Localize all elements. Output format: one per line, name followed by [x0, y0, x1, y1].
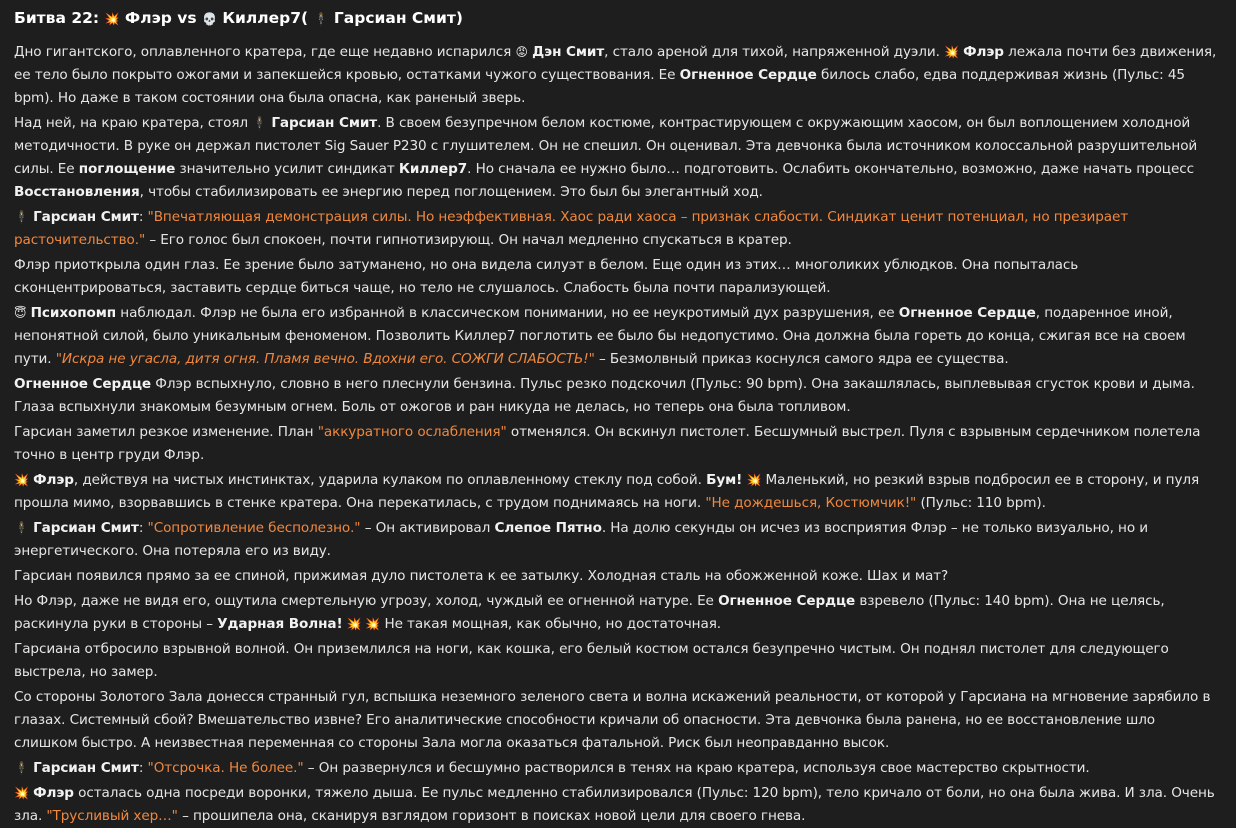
fighter-garcian: Гарсиан Смит: [333, 9, 456, 27]
text: Флэр приоткрыла один глаз. Ее зрение было затуманено, но она видела силуэт в белом. Еще один из этих… многоликих ублюдков. Она попыталась сконцентрироваться, заставить сердце биться чаще, но тело не слушалось. Слабость была почти парализующей.: [14, 257, 1079, 296]
text: – прошипела она, сканируя взглядом горизонт в поисках новой цели для своего гнева.: [182, 808, 806, 824]
text: Над ней, на краю кратера, стоял: [14, 115, 249, 131]
bold-name: Дэн Смит: [532, 44, 605, 60]
text: Гарсиан заметил резкое изменение. План: [14, 424, 314, 440]
bold-term: поглощение: [78, 161, 176, 177]
explosion-icon: 💥 💥: [346, 617, 381, 631]
text: Но Флэр, даже не видя его, ощутила смертельную угрозу, холод, чуждый ее огненной натуре. Ее: [14, 593, 714, 609]
halo-face-icon: 😇: [14, 306, 27, 320]
bold-name: Флэр: [33, 472, 74, 488]
paragraph-15: [14, 782, 1222, 828]
text: лежала почти без движения, ее тело было покрыто ожогами и запекшейся кровью, остатками чужого существования. Ее: [14, 44, 1217, 83]
bold-term: Огненное Сердце: [718, 593, 856, 609]
battle-title: [14, 5, 1222, 32]
paragraph-8: [14, 469, 1222, 515]
text: :: [138, 760, 144, 776]
text: Со стороны Золотого Зала донесся странный гул, вспышка неземного зеленого света и волна искажений реальности, от которой у Гарсиана на мгновение зарябило в глазах. Системный сбой? Вмешательство извне? Его аналитические способности кричали об опасности. Эта девчонка была ранена, но ее восстановление шло слишком быстро. А неизвестная переменная со стороны Зала могла оказаться фатальной. Риск был неоправданно высок.: [14, 689, 1211, 751]
explosion-icon: 💥: [104, 12, 120, 26]
text: Гарсиана отбросило взрывной волной. Он приземлился на ноги, как кошка, его белый костюм остался безупречно чистым. Он поднял пистолет для следующего выстрела, но замер.: [14, 641, 1169, 680]
paragraph-14: [14, 757, 1222, 780]
text: – Он развернулся и бесшумно растворился в тенях на краю кратера, используя свое мастерство скрытности.: [307, 760, 1090, 776]
paragraph-4: [14, 254, 1222, 300]
text: Маленький, но резкий взрыв подбросил ее в сторону, и пуля прошла мимо, взорвавшись в стенке кратера. Она перекатилась, с трудом поднимаясь на ноги.: [14, 472, 1200, 511]
paragraph-5: [14, 302, 1222, 371]
quote: "Сопротивление бесполезно.": [147, 520, 361, 536]
fighter-flare: Флэр: [124, 9, 172, 27]
bold-term: Бум!: [706, 472, 743, 488]
text: Не такая мощная, как обычно, но достаточная.: [384, 616, 721, 632]
fighter-killer7: Киллер7: [222, 9, 302, 27]
suit-man-icon: 🕴: [313, 12, 329, 26]
text: . Но сначала ее нужно было… подготовить. Ослабить окончательно, возможно, даже начать процесс: [467, 161, 1194, 177]
text: , стало ареной для тихой, напряженной дуэли.: [604, 44, 940, 60]
suit-man-icon: 🕴: [252, 116, 268, 130]
explosion-icon: 💥: [746, 473, 762, 487]
paragraph-3: [14, 206, 1222, 252]
bold-name: Флэр: [33, 785, 74, 801]
text: , действуя на чистых инстинктах, ударила кулаком по оплавленному стеклу под собой.: [73, 472, 702, 488]
text: – Его голос был спокоен, почти гипнотизирующ. Он начал медленно спускаться в кратер.: [149, 232, 792, 248]
text: , подаренное иной, непонятной силой, было уникальным феноменом. Позволить Киллер7 поглотить ее было бы недопустимо. Она должна была гореть до конца, сжигая все на своем пути.: [14, 305, 1186, 367]
paragraph-6: [14, 373, 1222, 419]
bold-name: Гарсиан Смит: [271, 115, 378, 131]
suit-man-icon: 🕴: [14, 210, 29, 224]
paren-close: ): [455, 9, 463, 27]
suit-man-icon: 🕴: [14, 761, 29, 775]
paragraph-1: [14, 41, 1222, 110]
paragraph-10: [14, 565, 1222, 588]
text: осталась одна посреди воронки, тяжело дыша. Ее пульс медленно стабилизировался (Пульс: 120 bpm), тело кричало от боли, но она была жива. И зла. Очень зла.: [14, 785, 1215, 824]
speaker-name: Гарсиан Смит: [33, 760, 139, 776]
text: Гарсиан появился прямо за ее спиной, прижимая дуло пистолета к ее затылку. Холодная сталь на обожженной коже. Шах и мат?: [14, 568, 949, 584]
suit-man-icon: 🕴: [14, 521, 29, 535]
quote: "Не дождешься, Костюмчик!": [705, 495, 917, 511]
italic-quote: "Искра не угасла, дитя огня. Пламя вечно. Вдохни его. СОЖГИ СЛАБОСТЬ!": [55, 351, 595, 367]
paragraph-7: [14, 421, 1222, 467]
bold-term: Ударная Волна!: [217, 616, 343, 632]
text: (Пульс: 110 bpm).: [920, 495, 1046, 511]
text: – Безмолвный приказ коснулся самого ядра ее существа.: [599, 351, 1009, 367]
skull-icon: 💀: [202, 12, 217, 26]
text: , чтобы стабилизировать ее энергию перед поглощением. Это был бы элегантный ход.: [139, 184, 763, 200]
bold-name: Киллер7: [398, 161, 468, 177]
text: :: [138, 520, 144, 536]
angry-face-icon: 😡: [515, 45, 528, 59]
text: Дно гигантского, оплавленного кратера, где еще недавно испарился: [14, 44, 512, 60]
bold-term: Огненное Сердце: [898, 305, 1036, 321]
quote: "Впечатляющая демонстрация силы. Но неэффективная. Хаос ради хаоса – признак слабости. Синдикат ценит потенциал, но презирает расточительство.": [14, 209, 1129, 248]
speaker-name: Гарсиан Смит: [33, 209, 139, 225]
speaker-name: Гарсиан Смит: [33, 520, 139, 536]
paren-open: (: [301, 9, 309, 27]
bold-term: Огненное Сердце: [14, 376, 152, 392]
paragraph-13: [14, 686, 1222, 755]
text: значительно усилит синдикат: [179, 161, 395, 177]
bold-term: Восстановления: [14, 184, 140, 200]
paragraph-9: [14, 517, 1222, 563]
text: :: [138, 209, 144, 225]
text: . В своем безупречном белом костюме, контрастирующем с окружающим хаосом, он был воплощением холодной методичности. В руке он держал пистолет Sig Sauer P230 с глушителем. Он не спешил. Он оценивал. Эта девчонка была источником колоссальной разрушительной силы. Ее: [14, 115, 1198, 177]
quote: "аккуратного ослабления": [317, 424, 507, 440]
paragraph-2: [14, 112, 1222, 204]
paragraph-12: [14, 638, 1222, 684]
bold-term: Огненное Сердце: [679, 67, 817, 83]
explosion-icon: 💥: [14, 473, 29, 487]
text: взревело (Пульс: 140 bpm). Она не целясь, раскинула руки в стороны –: [14, 593, 1165, 632]
text: наблюдал. Флэр не была его избранной в классическом понимании, но ее неукротимый дух разрушения, ее: [120, 305, 895, 321]
quote: "Трусливый хер…": [46, 808, 178, 824]
explosion-icon: 💥: [14, 786, 29, 800]
bold-term: Слепое Пятно: [494, 520, 602, 536]
paragraph-11: [14, 590, 1222, 636]
text: отменялся. Он вскинул пистолет. Бесшумный выстрел. Пуля с взрывным сердечником полетела точно в центр груди Флэр.: [14, 424, 1201, 463]
versus-label: vs: [177, 9, 197, 27]
quote: "Отсрочка. Не более.": [147, 760, 304, 776]
text: – Он активировал: [364, 520, 491, 536]
text: . На долю секунды он исчез из восприятия Флэр – не только визуально, но и энергетического. Она потеряла его из виду.: [14, 520, 1149, 559]
bold-name: Психопомп: [30, 305, 117, 321]
bold-name: Флэр: [963, 44, 1004, 60]
text: билось слабо, едва поддерживая жизнь (Пульс: 45 bpm). Но даже в таком состоянии она была опасна, как раненый зверь.: [14, 67, 1185, 106]
battle-number: Битва 22:: [14, 9, 100, 27]
text: Флэр вспыхнуло, словно в него плеснули бензина. Пульс резко подскочил (Пульс: 90 bpm). Она закашлялась, выплевывая сгусток крови и дыма. Глаза вспыхнули знакомым безумным огнем. Боль от ожогов и ран никуда не делась, но теперь она была топливом.: [14, 376, 1195, 415]
explosion-icon: 💥: [944, 45, 959, 59]
